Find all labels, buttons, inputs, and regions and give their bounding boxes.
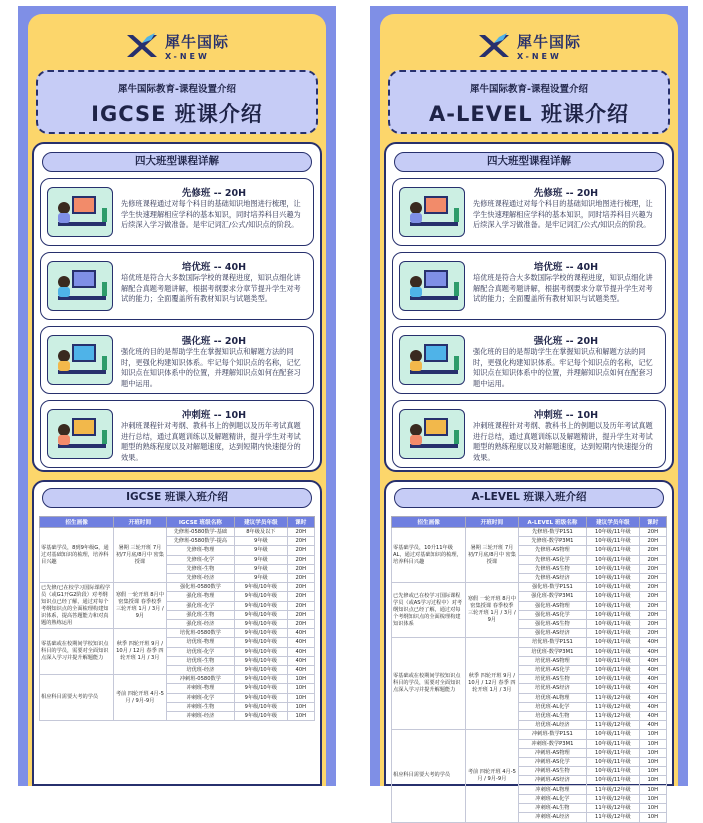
table-cell: 40H <box>639 656 667 665</box>
table-cell: 10H <box>639 785 667 794</box>
table-header: 课时 <box>639 517 667 528</box>
course-card <box>392 252 666 320</box>
table-cell: 20H <box>287 546 315 555</box>
table-cell: 40H <box>287 666 315 675</box>
table-cell: 先修班-0580数学-基础 <box>166 528 235 537</box>
table-cell: 强化班-AS生物 <box>518 620 587 629</box>
table-header: A-LEVEL 班级名称 <box>518 517 587 528</box>
table-cell: 40H <box>639 647 667 656</box>
student-profile-cell: 相应科目需要大考的学员 <box>392 730 466 822</box>
table-cell: 40H <box>639 684 667 693</box>
table-cell: 冲刺班-AS经济 <box>518 776 587 785</box>
student-profile-cell: 已先修/已在校学习国际课程学员（或G1开G2阶段）对考纲知识点已经了解，通过对每个考纲知识点的全面梳理构建知识体系，提高答题能力和对真题的熟练运用 <box>40 583 114 629</box>
table-cell: 先修班-0580数学-提高 <box>166 537 235 546</box>
table-cell: 培优班-AS物理 <box>518 656 587 665</box>
table-cell: 10年级/11年级 <box>587 656 639 665</box>
table-cell: 培优班-AL经济 <box>518 721 587 730</box>
table-cell: 9年级/10年级 <box>235 620 287 629</box>
table-cell: 11年级/12年级 <box>587 702 639 711</box>
table-cell: 20H <box>287 592 315 601</box>
table-cell: 培优班-0580数学 <box>166 629 235 638</box>
course-card <box>392 326 666 394</box>
table-cell: 9年级/10年级 <box>235 693 287 702</box>
poster-subtitle: 犀牛国际教育-课程设置介绍 <box>470 84 588 95</box>
table-cell: 培优班-化学 <box>166 647 235 656</box>
table-cell: 9年级/10年级 <box>235 702 287 711</box>
table-cell: 强化班-生物 <box>166 610 235 619</box>
student-profile-cell: 零基础或在校期间学校知识点科目的学员，需要对全面知识点深入学习并提升解题能力 <box>40 629 114 675</box>
table-cell: 培优班-物理 <box>166 638 235 647</box>
table-cell: 11年级/12年级 <box>587 693 639 702</box>
student-laptop-illustration <box>399 261 465 311</box>
student-laptop-illustration <box>47 335 113 385</box>
title-box <box>388 70 670 134</box>
table-cell: 20H <box>639 601 667 610</box>
table-cell: 20H <box>287 601 315 610</box>
table-cell: 10年级/11年级 <box>587 546 639 555</box>
table-cell: 冲刺班-AL化学 <box>518 794 587 803</box>
table-cell: 冲刺班-0580数学 <box>166 675 235 684</box>
poster-title: A-LEVEL 班课介绍 <box>429 102 629 126</box>
table-cell: 20H <box>639 629 667 638</box>
table-cell: 冲刺班-物理 <box>166 684 235 693</box>
table-cell: 10年级/11年级 <box>587 601 639 610</box>
table-header: 建议学员年级 <box>587 517 639 528</box>
table-header: 招生画像 <box>40 517 114 528</box>
table-cell: 10H <box>287 684 315 693</box>
table-cell: 先修班-AS生物 <box>518 564 587 573</box>
table-cell: 先修班-AS经济 <box>518 574 587 583</box>
table-cell: 11年级/12年级 <box>587 794 639 803</box>
table-cell: 40H <box>639 693 667 702</box>
rhino-logo-icon <box>477 31 511 61</box>
table-cell: 冲刺班-数学P1S1 <box>518 730 587 739</box>
table-cell: 强化班-数学P1S1 <box>518 583 587 592</box>
card-description: 强化班的目的是帮助学生在掌握知识点和解题方法的同时，更强化构建知识体系。牢记每个知识点的名称，记忆知识点在知识体系中的位置，并理解知识点如何在配套习题中运用。 <box>121 347 301 388</box>
logo-cn: 犀牛国际 <box>516 33 581 51</box>
table-cell: 培优班-经济 <box>166 666 235 675</box>
card-description: 培优班是符合大多数国际学校的课程进度，知识点细化讲解配合真题考题讲解，根据考纲要求分章节提升学生对考试的能力；全面覆盖所有教材知识与试题类型。 <box>473 273 653 303</box>
table-cell: 先修班-AS化学 <box>518 555 587 564</box>
table-cell: 强化班-AS化学 <box>518 610 587 619</box>
table-cell: 10H <box>639 804 667 813</box>
table-cell: 10年级/11年级 <box>587 629 639 638</box>
table-cell: 10H <box>639 776 667 785</box>
table-cell: 10年级/11年级 <box>587 528 639 537</box>
table-cell: 20H <box>639 528 667 537</box>
brand-logo <box>380 28 678 64</box>
table-header: IGCSE 班级名称 <box>166 517 235 528</box>
table-cell: 40H <box>287 638 315 647</box>
poster-background <box>380 14 678 821</box>
table-cell: 强化班-AS经济 <box>518 629 587 638</box>
table-cell: 冲刺班-AL物理 <box>518 785 587 794</box>
logo-cn: 犀牛国际 <box>164 33 229 51</box>
card-title: 强化班 -- 20H <box>533 336 599 347</box>
table-cell: 20H <box>287 528 315 537</box>
table-cell: 冲刺班-经济 <box>166 712 235 721</box>
table-cell: 10H <box>639 794 667 803</box>
enrollment-table <box>391 516 667 823</box>
table-cell: 培优班-生物 <box>166 656 235 665</box>
table-cell: 40H <box>639 675 667 684</box>
table-cell: 冲刺班-AL经济 <box>518 813 587 822</box>
table-cell: 强化班-化学 <box>166 601 235 610</box>
table-cell: 10年级/11年级 <box>587 647 639 656</box>
card-title: 冲刺班 -- 10H <box>533 410 599 421</box>
table-header: 课时 <box>287 517 315 528</box>
student-profile-cell: 零基础学员，8到9年级G，通过对基础知识的梳理，培养科目兴趣 <box>40 528 114 583</box>
table-title: IGCSE 班课入班介绍 <box>42 488 312 508</box>
table-cell: 9年级 <box>235 537 287 546</box>
table-cell: 10H <box>287 675 315 684</box>
rhino-logo-icon <box>125 31 159 61</box>
table-cell: 11年级/12年级 <box>587 712 639 721</box>
table-cell: 9年级/10年级 <box>235 583 287 592</box>
student-laptop-illustration <box>399 335 465 385</box>
table-cell: 10年级/11年级 <box>587 675 639 684</box>
table-cell: 10H <box>639 730 667 739</box>
student-profile-cell: 零基础或在校期间学校知识点科目的学员，需要对全面知识点深入学习并提升解题能力 <box>392 638 466 730</box>
table-cell: 10年级/11年级 <box>587 748 639 757</box>
table-cell: 冲刺班-AS化学 <box>518 758 587 767</box>
table-cell: 20H <box>287 574 315 583</box>
alevel-poster <box>370 6 688 821</box>
table-cell: 培优班-AL物理 <box>518 693 587 702</box>
table-cell: 9年级/10年级 <box>235 684 287 693</box>
table-cell: 10年级/11年级 <box>587 574 639 583</box>
table-cell: 10年级/11年级 <box>587 638 639 647</box>
student-laptop-illustration <box>399 409 465 459</box>
schedule-cell: 寒假 一轮开班 8月中 密集授课 春季校季 三轮开班 1月 / 3月 / 9月 <box>466 583 518 638</box>
card-title: 培优班 -- 40H <box>181 262 247 273</box>
schedule-cell: 秋季 四轮开班 9月 / 10月 / 12月 春季 四轮开班 1月 / 3月 <box>114 629 166 675</box>
table-cell: 20H <box>639 555 667 564</box>
card-title: 先修班 -- 20H <box>181 188 247 199</box>
student-laptop-illustration <box>399 187 465 237</box>
table-cell: 10H <box>639 748 667 757</box>
table-cell: 9年级/10年级 <box>235 656 287 665</box>
table-cell: 9年级/10年级 <box>235 666 287 675</box>
course-card <box>40 326 314 394</box>
section-title: 四大班型课程详解 <box>394 152 664 172</box>
table-cell: 9年级/10年级 <box>235 675 287 684</box>
table-cell: 20H <box>639 564 667 573</box>
card-description: 先修班课程通过对每个科目的基础知识地图进行梳理，让学生快速理解相应学科的基本知识，同时培养科目兴趣为后续深入学习做准备。是牢记词汇/公式/知识点的阶段。 <box>121 199 301 229</box>
card-description: 冲刺班课程针对考纲、教科书上的例题以及历年考试真题进行总结，通过真题训练以及解题精讲，提升学生对考试题型的熟练程度以及对解题速度，达到短期内快速提分的效果。 <box>473 421 653 462</box>
card-description: 培优班是符合大多数国际学校的课程进度，知识点细化讲解配合真题考题讲解，根据考纲要求分章节提升学生对考试的能力；全面覆盖所有教材知识与试题类型。 <box>121 273 301 303</box>
table-cell: 40H <box>639 638 667 647</box>
brand-logo <box>28 28 326 64</box>
card-title: 培优班 -- 40H <box>533 262 599 273</box>
table-row <box>40 528 315 537</box>
table-cell: 10H <box>639 767 667 776</box>
table-cell: 冲刺班-AS物理 <box>518 748 587 757</box>
table-cell: 9年级 <box>235 564 287 573</box>
table-cell: 20H <box>639 583 667 592</box>
table-cell: 先修班-数学P1S1 <box>518 528 587 537</box>
course-card <box>40 178 314 246</box>
schedule-cell: 暑期 三轮开班 7月初/7月底/8月中 密集授课 <box>466 528 518 583</box>
table-title: A-LEVEL 班课入班介绍 <box>394 488 664 508</box>
card-description: 先修班课程通过对每个科目的基础知识地图进行梳理，让学生快速理解相应学科的基本知识，同时培养科目兴趣为后续深入学习做准备。是牢记词汇/公式/知识点的阶段。 <box>473 199 653 229</box>
table-cell: 10年级/11年级 <box>587 730 639 739</box>
table-cell: 20H <box>639 574 667 583</box>
table-row <box>40 675 315 684</box>
table-cell: 先修班-化学 <box>166 555 235 564</box>
table-cell: 20H <box>639 620 667 629</box>
table-cell: 培优班-AS化学 <box>518 666 587 675</box>
table-cell: 11年级/12年级 <box>587 804 639 813</box>
table-cell: 先修班-物理 <box>166 546 235 555</box>
table-cell: 20H <box>287 555 315 564</box>
table-cell: 10年级/11年级 <box>587 767 639 776</box>
table-cell: 强化班-物理 <box>166 592 235 601</box>
student-profile-cell: 相应科目需要大考的学员 <box>40 675 114 721</box>
student-profile-cell: 已先修或已在校学习国际课程学员（或AS学习过程中）对考纲知识点已经了解，通过对每个考纲知识点的全面梳理构建知识体系 <box>392 583 466 638</box>
table-cell: 9年级/10年级 <box>235 712 287 721</box>
poster-background <box>28 14 326 786</box>
card-title: 先修班 -- 20H <box>533 188 599 199</box>
table-cell: 培优班-AL生物 <box>518 712 587 721</box>
table-cell: 9年级/10年级 <box>235 610 287 619</box>
schedule-cell: 考前 四轮开班 4月-5月 / 9月-9月 <box>114 675 166 721</box>
course-types-section <box>384 142 674 472</box>
course-card <box>392 178 666 246</box>
table-cell: 9年级/10年级 <box>235 592 287 601</box>
table-cell: 冲刺班-AL生物 <box>518 804 587 813</box>
course-card <box>40 400 314 468</box>
table-cell: 10年级/11年级 <box>587 610 639 619</box>
enrollment-section <box>32 480 322 786</box>
table-cell: 9年级 <box>235 546 287 555</box>
table-cell: 培优班-AL化学 <box>518 702 587 711</box>
table-cell: 10年级/11年级 <box>587 666 639 675</box>
table-cell: 11年级/12年级 <box>587 813 639 822</box>
table-cell: 10H <box>639 739 667 748</box>
logo-en: X-NEW <box>164 52 210 61</box>
table-cell: 40H <box>287 629 315 638</box>
table-cell: 10年级/11年级 <box>587 555 639 564</box>
table-cell: 11年级/12年级 <box>587 721 639 730</box>
table-header: 开班时间 <box>466 517 518 528</box>
enrollment-table <box>39 516 315 721</box>
student-laptop-illustration <box>47 409 113 459</box>
table-cell: 冲刺班-生物 <box>166 702 235 711</box>
course-card <box>392 400 666 468</box>
table-cell: 10H <box>639 813 667 822</box>
table-cell: 10年级/11年级 <box>587 537 639 546</box>
table-cell: 10H <box>287 693 315 702</box>
table-cell: 强化班-数学P3M1 <box>518 592 587 601</box>
table-row <box>392 730 667 739</box>
table-cell: 20H <box>287 620 315 629</box>
table-cell: 9年级/10年级 <box>235 601 287 610</box>
student-laptop-illustration <box>47 261 113 311</box>
poster-title: IGCSE 班课介绍 <box>91 102 263 126</box>
igcse-poster <box>18 6 336 786</box>
table-cell: 先修班-生物 <box>166 564 235 573</box>
table-cell: 10年级/11年级 <box>587 564 639 573</box>
schedule-cell: 秋季 四轮开班 9月 / 10月 / 12月 春季 四轮开班 1月 / 3月 <box>466 638 518 730</box>
table-cell: 10年级/11年级 <box>587 758 639 767</box>
title-box <box>36 70 318 134</box>
logo-en: X-NEW <box>516 52 562 61</box>
table-cell: 40H <box>639 721 667 730</box>
table-cell: 冲刺班-化学 <box>166 693 235 702</box>
table-header: 招生画像 <box>392 517 466 528</box>
table-row <box>392 638 667 647</box>
table-cell: 培优班-AS经济 <box>518 684 587 693</box>
table-cell: 8年级及以下 <box>235 528 287 537</box>
schedule-cell: 暑期 三轮开班 7月初/7月底/8月中 密集授课 <box>114 528 166 583</box>
card-description: 强化班的目的是帮助学生在掌握知识点和解题方法的同时，更强化构建知识体系。牢记每个知识点的名称，记忆知识点在知识体系中的位置，并理解知识点如何在配套习题中运用。 <box>473 347 653 388</box>
table-row <box>40 629 315 638</box>
table-cell: 40H <box>639 702 667 711</box>
table-cell: 40H <box>639 666 667 675</box>
card-title: 冲刺班 -- 10H <box>181 410 247 421</box>
table-cell: 9年级/10年级 <box>235 647 287 656</box>
table-cell: 冲刺班-AS生物 <box>518 767 587 776</box>
table-cell: 10年级/11年级 <box>587 592 639 601</box>
table-header: 开班时间 <box>114 517 166 528</box>
table-cell: 10年级/11年级 <box>587 776 639 785</box>
card-description: 冲刺班课程针对考纲、教科书上的例题以及历年考试真题进行总结，通过真题训练以及解题精讲，提升学生对考试题型的熟练程度以及对解题速度，达到短期内快速提分的效果。 <box>121 421 301 462</box>
table-row <box>392 528 667 537</box>
student-profile-cell: 零基础学员，10升11年级AL，通过对基础知识的梳理，培养科目兴趣 <box>392 528 466 583</box>
table-row <box>392 583 667 592</box>
table-cell: 9年级 <box>235 574 287 583</box>
table-cell: 40H <box>639 712 667 721</box>
table-cell: 先修班-数学P3M1 <box>518 537 587 546</box>
table-cell: 10年级/11年级 <box>587 620 639 629</box>
card-title: 强化班 -- 20H <box>181 336 247 347</box>
table-cell: 培优班-AS生物 <box>518 675 587 684</box>
table-cell: 20H <box>639 610 667 619</box>
table-cell: 10H <box>287 702 315 711</box>
table-row <box>40 583 315 592</box>
table-cell: 20H <box>287 564 315 573</box>
schedule-cell: 寒假 一轮开班 8月中 密集授课 春季校季 三轮开班 1月 / 3月 / 9月 <box>114 583 166 629</box>
poster-subtitle: 犀牛国际教育-课程设置介绍 <box>118 84 236 95</box>
table-cell: 10H <box>287 712 315 721</box>
table-cell: 培优班-数学P3M1 <box>518 647 587 656</box>
table-cell: 20H <box>639 592 667 601</box>
table-cell: 先修班-AS物理 <box>518 546 587 555</box>
table-cell: 10年级/11年级 <box>587 583 639 592</box>
enrollment-section <box>384 480 674 821</box>
course-types-section <box>32 142 322 472</box>
table-cell: 9年级 <box>235 555 287 564</box>
table-cell: 20H <box>287 537 315 546</box>
table-cell: 9年级/10年级 <box>235 629 287 638</box>
table-cell: 强化班-经济 <box>166 620 235 629</box>
table-cell: 20H <box>639 546 667 555</box>
schedule-cell: 考前 四轮开班 4月-5月 / 9月-9月 <box>466 730 518 822</box>
table-header: 建议学员年级 <box>235 517 287 528</box>
table-cell: 培优班-数学P1S1 <box>518 638 587 647</box>
table-cell: 强化班-0580数学 <box>166 583 235 592</box>
table-cell: 20H <box>287 610 315 619</box>
table-cell: 40H <box>287 656 315 665</box>
course-card <box>40 252 314 320</box>
table-cell: 9年级/10年级 <box>235 638 287 647</box>
table-cell: 冲刺班-数学P3M1 <box>518 739 587 748</box>
table-cell: 10年级/11年级 <box>587 684 639 693</box>
student-laptop-illustration <box>47 187 113 237</box>
section-title: 四大班型课程详解 <box>42 152 312 172</box>
table-cell: 40H <box>287 647 315 656</box>
table-cell: 先修班-经济 <box>166 574 235 583</box>
table-cell: 10年级/11年级 <box>587 739 639 748</box>
table-cell: 20H <box>639 537 667 546</box>
table-cell: 10H <box>639 758 667 767</box>
table-cell: 11年级/12年级 <box>587 785 639 794</box>
table-cell: 20H <box>287 583 315 592</box>
table-cell: 强化班-AS物理 <box>518 601 587 610</box>
